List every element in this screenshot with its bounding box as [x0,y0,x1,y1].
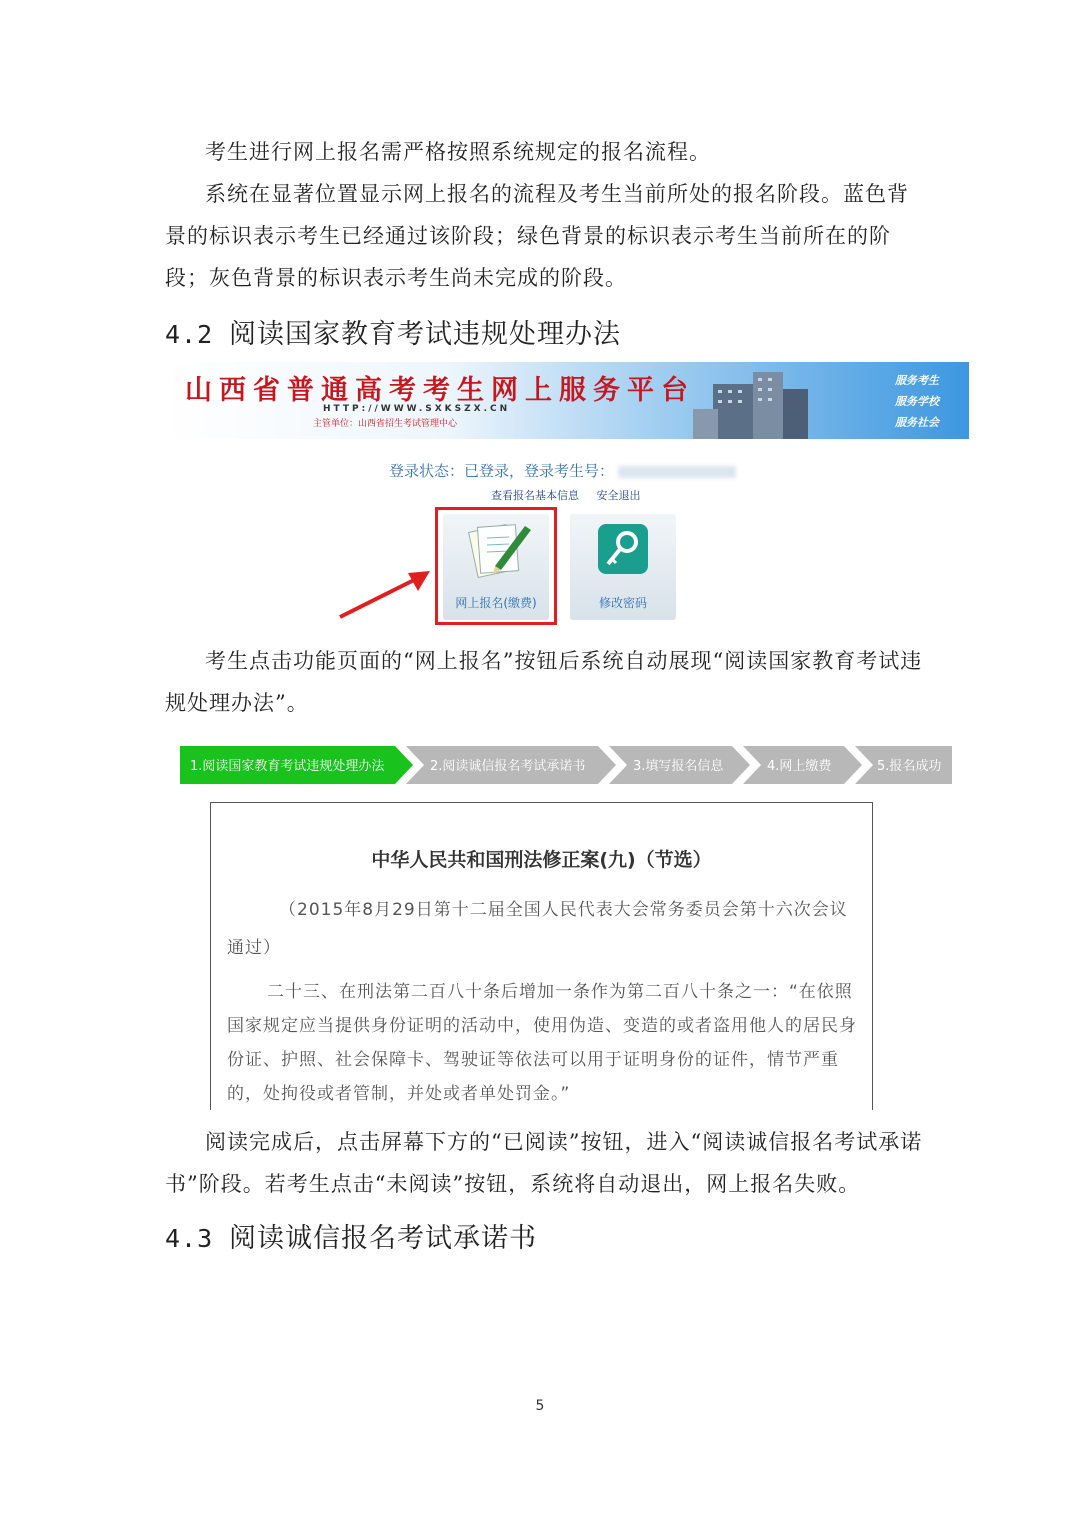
login-status: 登录状态：已登录，登录考生号： [389,460,736,481]
paragraph-stage-colors: 系统在显著位置显示网上报名的流程及考生当前所处的报名阶段。蓝色背景的标识表示考生已经通过该阶段；绿色背景的标识表示考生当前所在的阶段；灰色背景的标识表示考生尚未完成的阶段。 [165,182,909,290]
slogan: 服务学校 [895,395,939,408]
tile-label: 网上报名(缴费) [455,596,537,610]
document-article: 二十三、在刑法第二百八十条后增加一条作为第二百八十条之一：“在依照国家规定应当提供身份证明的活动中，使用伪造、变造的或者盗用他人的居民身份证、护照、社会保障卡、驾驶证等依法可以用于证明身份的证件，情节严重的，处拘役或者管制，并处或者单处罚金。” [227,982,857,1104]
progress-steps [180,746,952,784]
portal-org: 主管单位：山西省招生考试管理中心 [313,419,458,429]
document-title: 中华人民共和国刑法修正案(九)（节选） [371,849,712,871]
paragraph-intro: 考生进行网上报名需严格按照系统规定的报名流程。 [205,140,711,164]
pen-paper-icon [443,514,549,592]
portal-title: 山西省普通高考考生网上服务平台 [185,375,695,406]
account-links [491,487,655,503]
step-1-label: 1.阅读国家教育考试违规处理办法 [190,759,385,774]
view-info-link[interactable]: 查看报名基本信息 [491,489,579,502]
step-3-label: 3.填写报名信息 [633,759,724,774]
portal-screenshot [163,362,969,634]
key-icon [570,514,676,592]
step-2-label: 2.阅读诚信报名考试承诺书 [430,759,586,774]
logout-link[interactable]: 安全退出 [596,489,641,502]
red-arrow-icon [338,567,438,627]
paragraph-after-reading: 阅读完成后，点击屏幕下方的“已阅读”按钮，进入“阅读诚信报名考试承诺书”阶段。若考生点击“未阅读”按钮，系统将自动退出，网上报名失败。 [165,1130,923,1196]
change-password-tile[interactable] [570,514,676,620]
heading-4-2: 4.2 阅读国家教育考试违规处理办法 [165,319,621,350]
document-date-note: （2015年8月29日第十二届全国人民代表大会常务委员会第十六次会议通过） [227,900,848,958]
slogan: 服务考生 [895,374,939,387]
page-number: 5 [535,1398,545,1414]
tile-label: 修改密码 [598,596,647,610]
slogan: 服务社会 [895,416,939,429]
redacted-id [618,466,736,478]
portal-url: HTTP://WWW.SXKSZX.CN [323,404,511,414]
regulation-document [210,802,873,1110]
online-registration-tile[interactable] [443,514,549,620]
paragraph-register-click: 考生点击功能页面的“网上报名”按钮后系统自动展现“阅读国家教育考试违规处理办法”。 [165,649,923,715]
portal-slogans [895,370,939,433]
heading-4-3: 4.3 阅读诚信报名考试承诺书 [165,1223,537,1254]
step-5-label: 5.报名成功 [877,759,942,774]
building-icon [683,364,843,439]
step-4-label: 4.网上缴费 [767,759,832,774]
portal-banner [163,362,969,439]
